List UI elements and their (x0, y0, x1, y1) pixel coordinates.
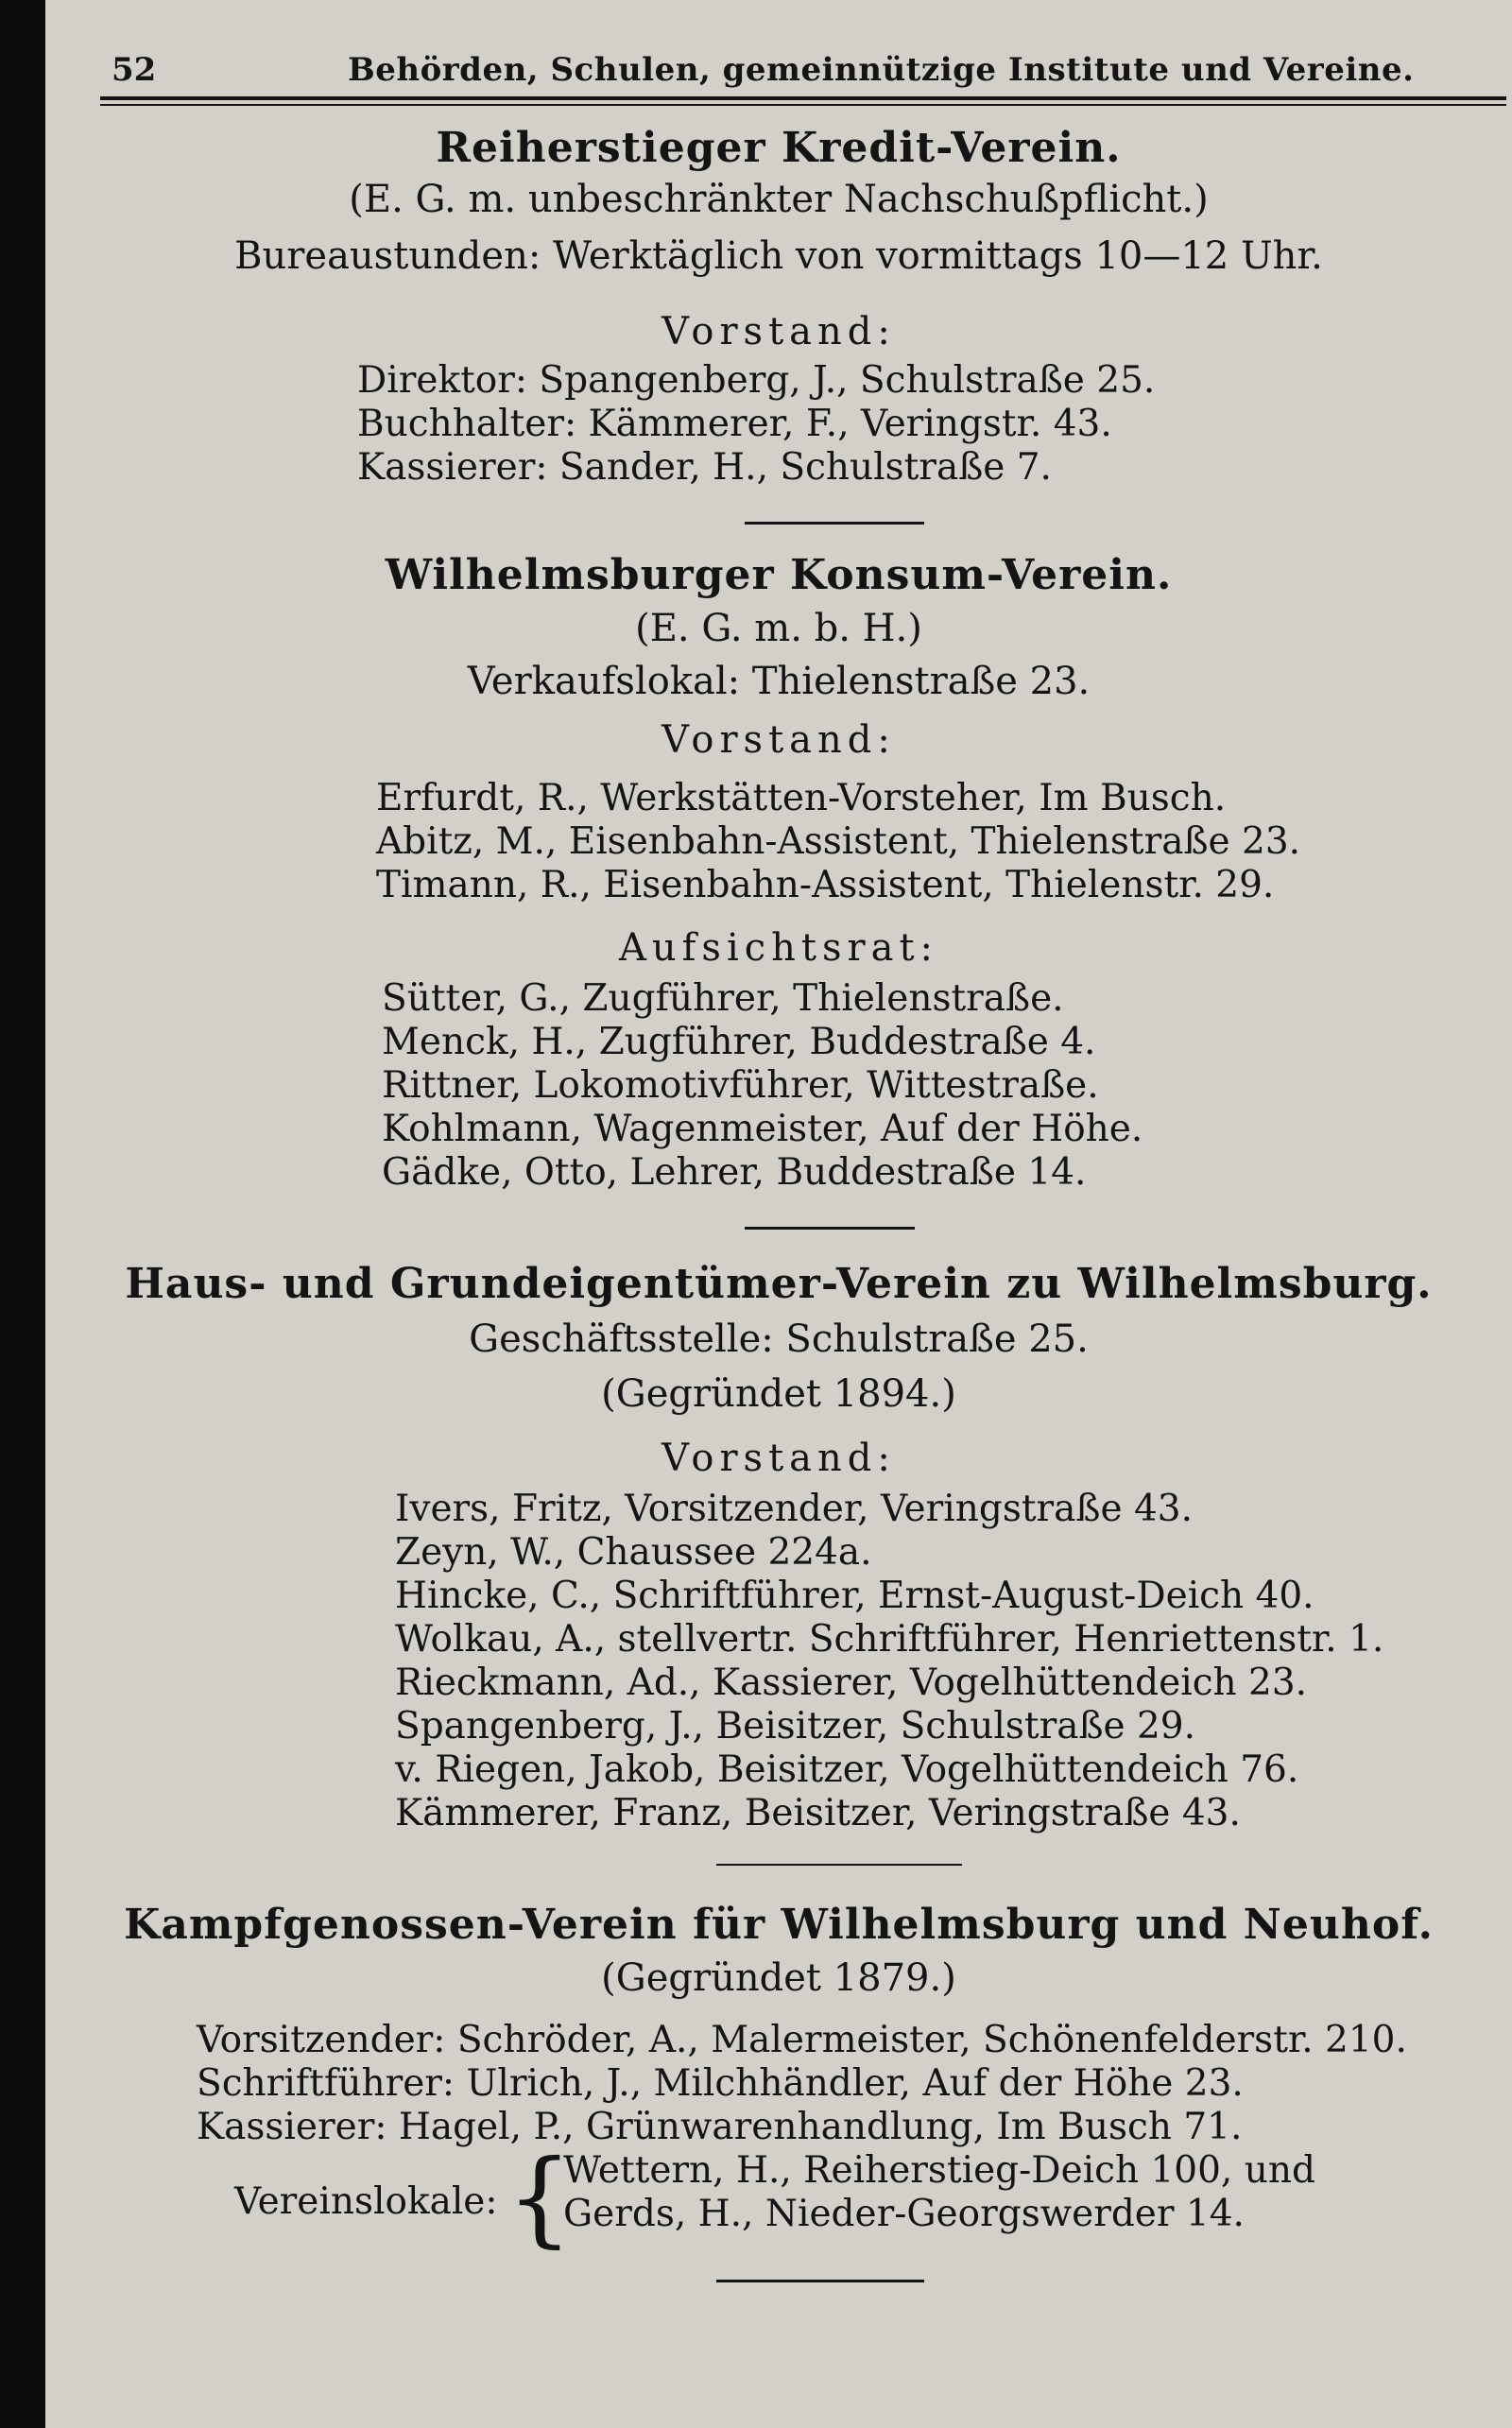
book-page (45, 0, 1512, 2428)
header-rule-thin (100, 104, 1506, 106)
venue-list (563, 2149, 1315, 2236)
list-item: Hincke, C., Schriftführer, Ernst-August-Deich 40. (395, 1575, 1314, 1617)
brace-symbol: { (507, 2137, 573, 2258)
section-subtitle: (E. G. m. b. H.) (635, 607, 922, 650)
section-title: Kampfgenossen-Verein für Wilhelmsburg und Neuhof. (124, 1901, 1434, 1949)
board-heading: Vorstand: (662, 310, 896, 353)
board-heading: Vorstand: (662, 1437, 896, 1480)
list-item: Gerds, H., Nieder-Georgswerder 14. (563, 2193, 1245, 2235)
office-address: Geschäftsstelle: Schulstraße 25. (469, 1317, 1089, 1361)
council-list (382, 977, 1143, 1195)
list-item: Wettern, H., Reiherstieg-Deich 100, und (563, 2149, 1315, 2192)
board-list (357, 359, 1155, 490)
section-divider (716, 1864, 962, 1866)
office-hours: Bureaustunden: Werktäglich von vormittags 10—12 Uhr. (234, 234, 1323, 278)
section-divider (745, 1227, 915, 1230)
list-item: Sütter, G., Zugführer, Thielenstraße. (382, 977, 1064, 1020)
section-divider (745, 522, 924, 525)
list-item: Zeyn, W., Chaussee 224a. (395, 1531, 872, 1574)
list-item: Kassierer: Sander, H., Schulstraße 7. (357, 446, 1052, 489)
list-item: Gädke, Otto, Lehrer, Buddestraße 14. (382, 1151, 1087, 1194)
list-item: Kohlmann, Wagenmeister, Auf der Höhe. (382, 1108, 1143, 1150)
page-number: 52 (112, 51, 157, 89)
list-item: v. Riegen, Jakob, Beisitzer, Vogelhüttendeich 76. (395, 1748, 1299, 1791)
board-heading: Vorstand: (662, 718, 896, 762)
officer-list (197, 2019, 1407, 2149)
list-item: Rieckmann, Ad., Kassierer, Vogelhüttendeich 23. (395, 1662, 1308, 1704)
board-list (395, 1488, 1383, 1835)
section-title: Haus- und Grundeigentümer-Verein zu Wilhelmsburg. (125, 1260, 1433, 1308)
list-item: Erfurdt, R., Werkstätten-Vorsteher, Im Busch. (376, 777, 1227, 819)
list-item: Kassierer: Hagel, P., Grünwarenhandlung, Im Busch 71. (197, 2106, 1243, 2148)
section-title: Reiherstieger Kredit-Verein. (436, 124, 1122, 172)
board-list (376, 777, 1300, 907)
list-item: Direktor: Spangenberg, J., Schulstraße 25. (357, 359, 1156, 402)
section-subtitle: (E. G. m. unbeschränkter Nachschußpflicht.) (349, 178, 1209, 221)
list-item: Timann, R., Eisenbahn-Assistent, Thielenstr. 29. (376, 864, 1275, 906)
list-item: Abitz, M., Eisenbahn-Assistent, Thielenstraße 23. (376, 820, 1301, 863)
list-item: Schriftführer: Ulrich, J., Milchhändler, Auf der Höhe 23. (197, 2062, 1244, 2105)
running-title: Behörden, Schulen, gemeinnützige Institute und Vereine. (348, 51, 1415, 89)
council-heading: Aufsichtsrat: (618, 926, 939, 970)
list-item: Vorsitzender: Schröder, A., Malermeister, Schönenfelderstr. 210. (197, 2019, 1407, 2061)
list-item: Spangenberg, J., Beisitzer, Schulstraße 29. (395, 1705, 1196, 1748)
list-item: Wolkau, A., stellvertr. Schriftführer, Henriettenstr. 1. (395, 1618, 1384, 1661)
founded-note: (Gegründet 1879.) (601, 1956, 956, 2000)
sales-location: Verkaufslokal: Thielenstraße 23. (467, 660, 1091, 703)
section-divider (716, 2280, 924, 2282)
venues-label: Vereinslokale: (234, 2180, 498, 2223)
founded-note: (Gegründet 1894.) (601, 1372, 956, 1416)
venues-label-block (234, 2180, 498, 2224)
list-item: Ivers, Fritz, Vorsitzender, Veringstraße 43. (395, 1488, 1193, 1530)
list-item: Menck, H., Zugführer, Buddestraße 4. (382, 1021, 1096, 1063)
page-header (112, 45, 1501, 95)
list-item: Rittner, Lokomotivführer, Wittestraße. (382, 1064, 1099, 1107)
section-title: Wilhelmsburger Konsum-Verein. (385, 551, 1173, 599)
header-rule (100, 96, 1506, 100)
list-item: Kämmerer, Franz, Beisitzer, Veringstraße 43. (395, 1792, 1241, 1834)
list-item: Buchhalter: Kämmerer, F., Veringstr. 43. (357, 403, 1112, 445)
